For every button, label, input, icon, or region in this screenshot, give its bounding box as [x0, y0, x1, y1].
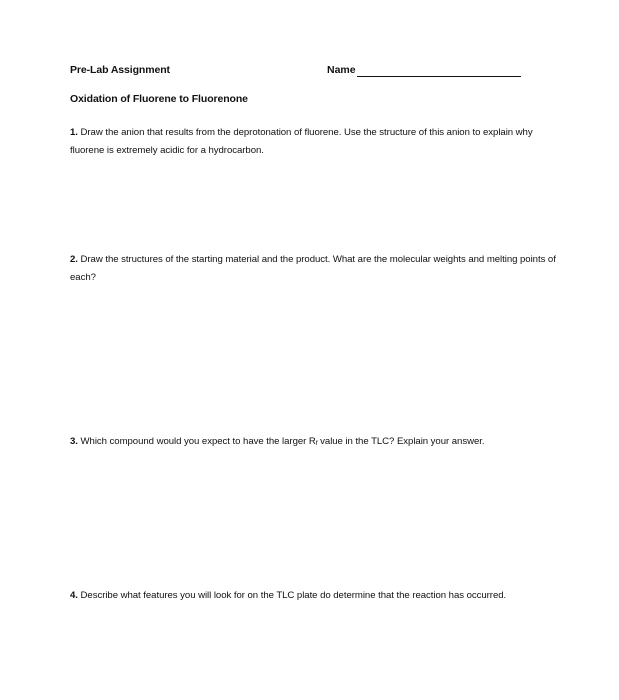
- question-text: Draw the structures of the starting material and the product. What are the molecular weights and melting points of each?: [70, 254, 556, 283]
- question-text-end: value in the TLC? Explain your answer.: [317, 436, 485, 447]
- assignment-title: Pre-Lab Assignment: [70, 64, 170, 76]
- name-blank-line[interactable]: [357, 67, 521, 77]
- question-3: [70, 433, 560, 453]
- question-number: 2.: [70, 254, 81, 265]
- question-text: Draw the anion that results from the deprotonation of fluorene. Use the structure of this anion to explain why fluorene is extremely acidic for a hydrocarbon.: [70, 127, 533, 156]
- question-4: [70, 587, 560, 605]
- question-number: 3.: [70, 436, 81, 447]
- question-2: [70, 251, 560, 286]
- question-number: 4.: [70, 590, 81, 601]
- question-text-start: Which compound would you expect to have the larger R: [80, 436, 316, 447]
- question-number: 1.: [70, 127, 81, 138]
- experiment-title: Oxidation of Fluorene to Fluorenone: [70, 93, 248, 105]
- name-label: Name: [327, 64, 356, 76]
- rf-subscript: f: [315, 440, 318, 447]
- question-text: Describe what features you will look for on the TLC plate do determine that the reaction has occurred.: [80, 590, 507, 601]
- question-1: [70, 124, 560, 159]
- name-field[interactable]: [327, 64, 521, 76]
